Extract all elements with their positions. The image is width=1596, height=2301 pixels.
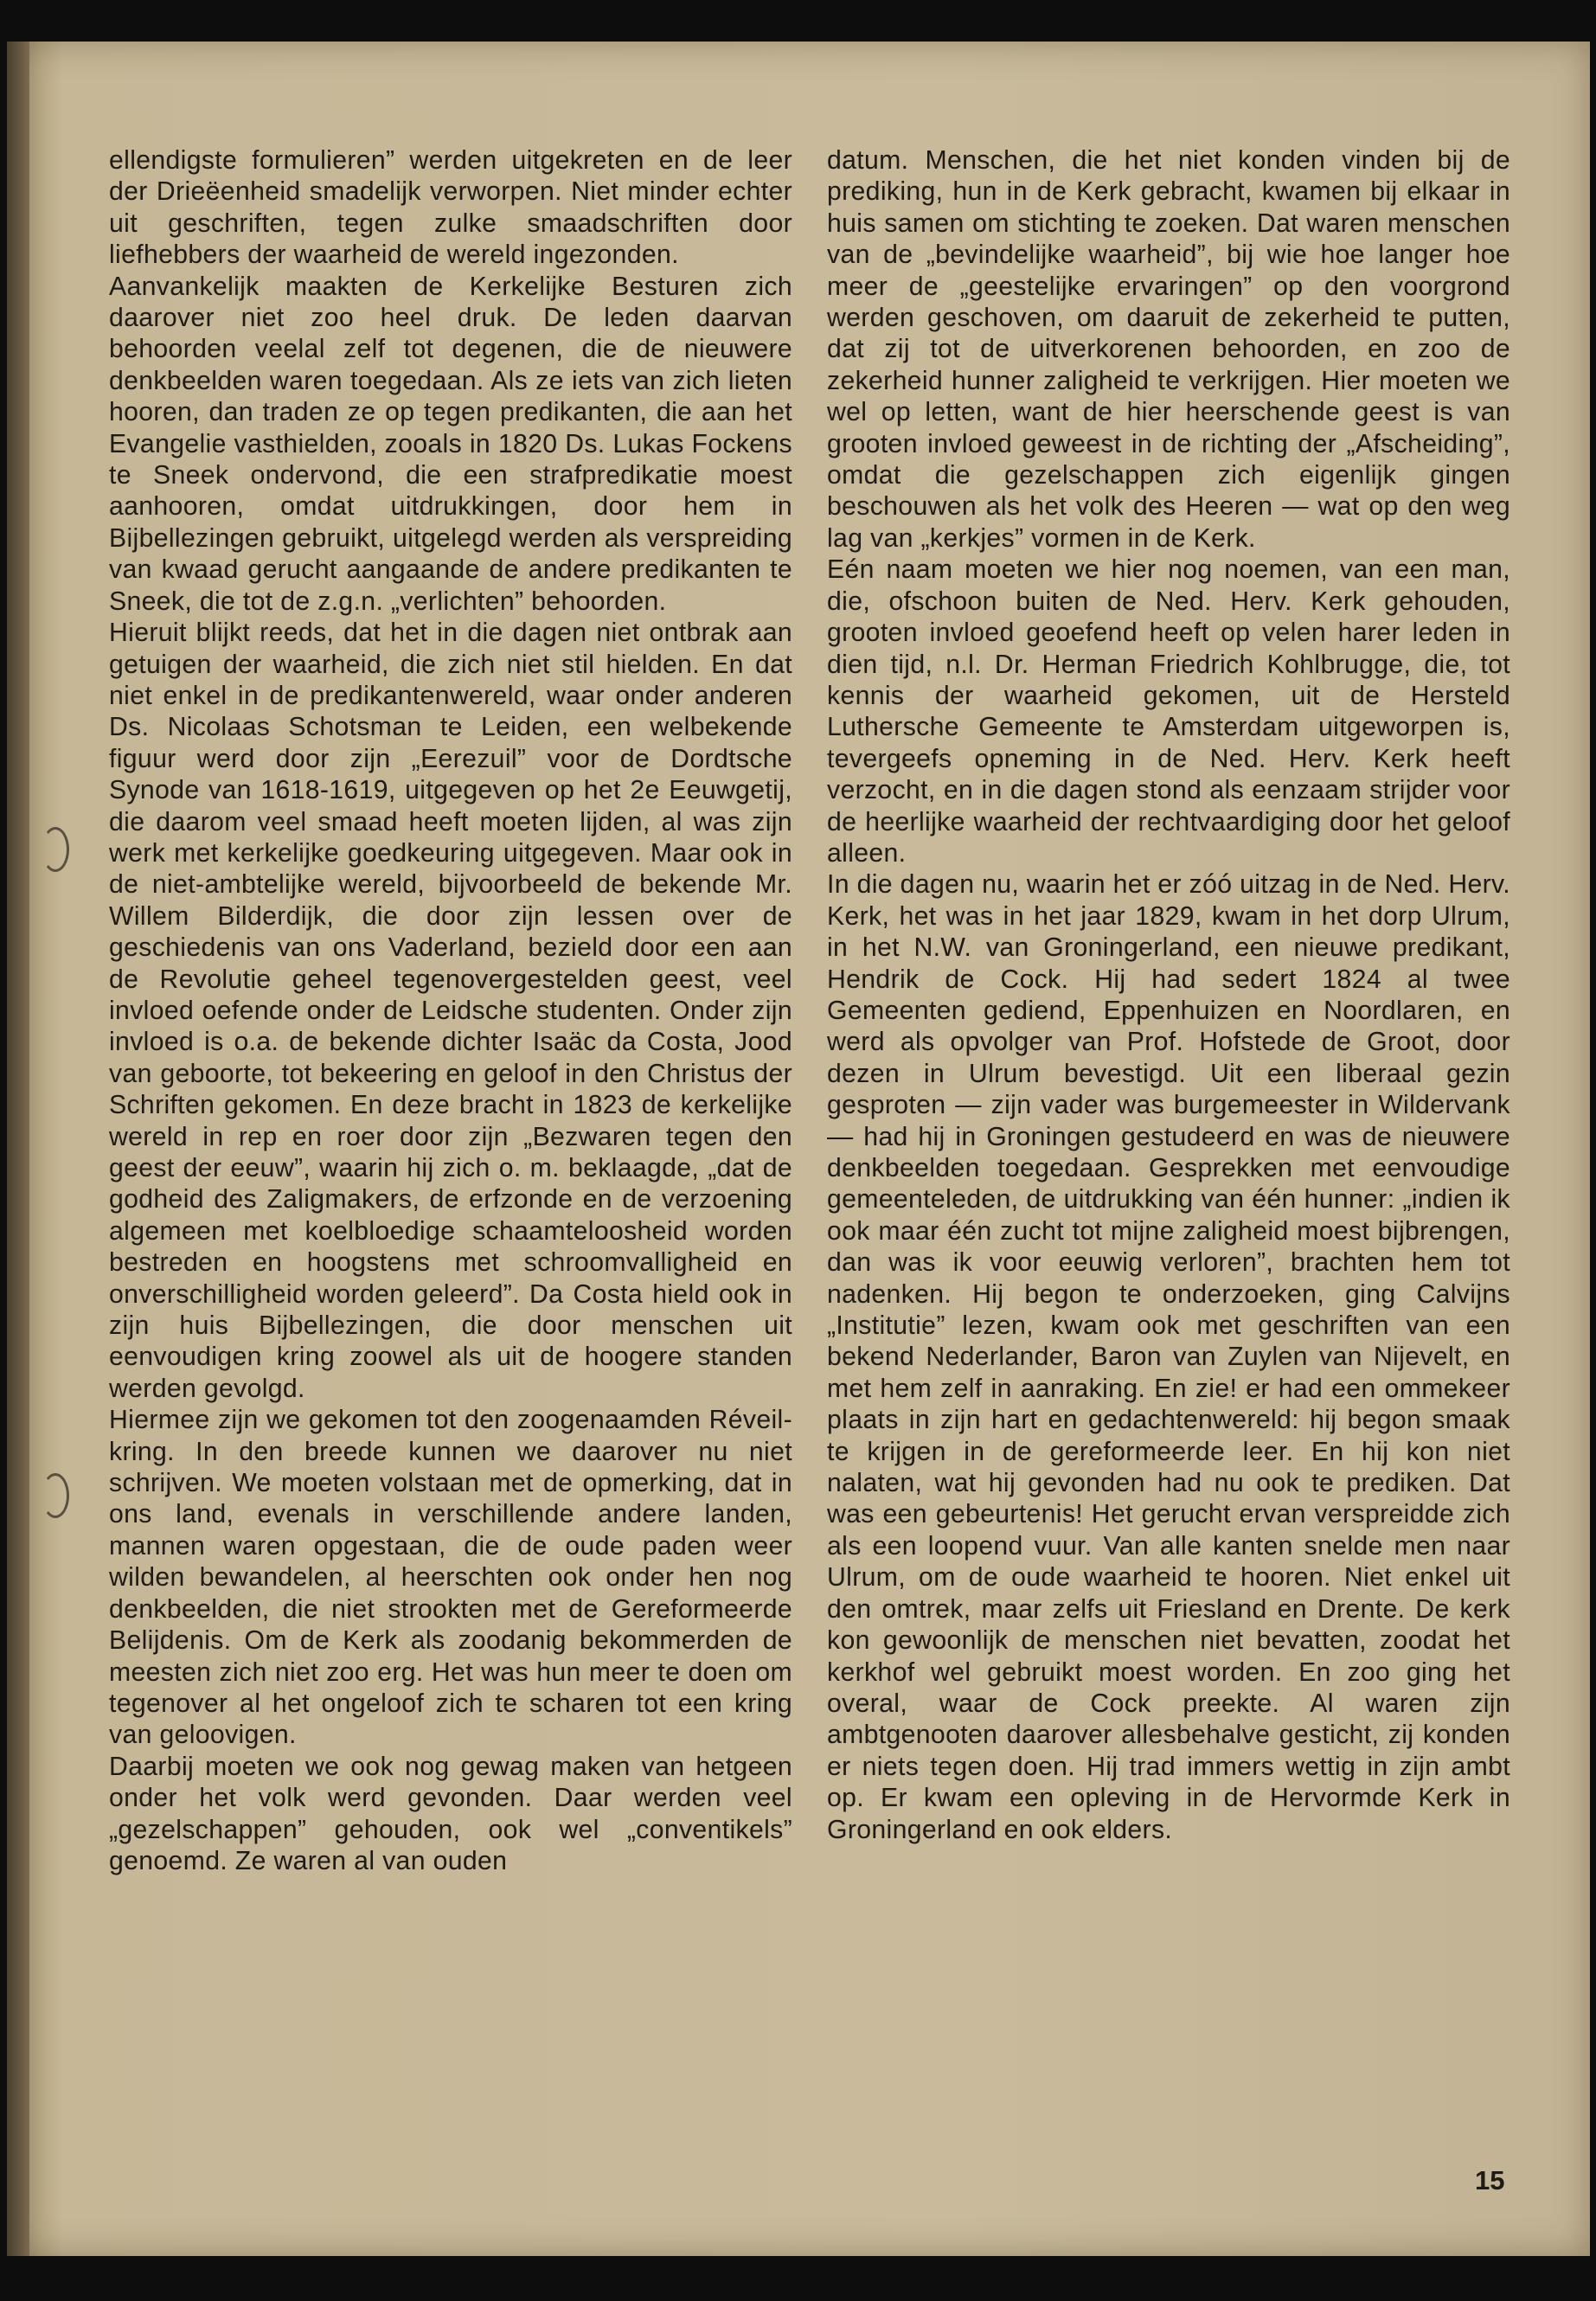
paragraph: Hieruit blijkt reeds, dat het in die dagen niet ontbrak aan getuigen der waarheid, die zich niet stil hielden. En dat niet enkel in de predikantenwereld, waar onder anderen Ds. Nicolaas Schotsman te Leiden, een welbekende figuur werd door zijn „Eerezuil” voor de Dordtsche Synode van 1618-1619, uitgegeven op het 2e Eeuwgetij, die daarom veel smaad heeft moeten lijden, al was zijn werk met kerkelijke goedkeuring uitgegeven. Maar ook in de niet-ambtelijke wereld, bijvoorbeeld de bekende Mr. Willem Bilderdijk, die door zijn lessen over de geschiedenis van ons Vaderland, bezield door een aan de Revolutie geheel tegenovergestelden geest, veel invloed oefende onder de Leidsche studenten. Onder zijn invloed is o.a. de bekende dichter Isaäc da Costa, Jood van geboorte, tot bekeering en geloof in den Christus der Schriften gekomen. En deze bracht in 1823 de kerkelijke wereld in rep en roer door zijn „Bezwaren tegen den geest der eeuw”, waarin hij zich o. m. beklaagde, „dat de godheid des Zaligmakers, de erfzonde en de verzoening algemeen met koelbloedige schaamteloosheid worden bestreden en hoogstens met schroomvalligheid en onverschilligheid worden geleerd”. Da Costa hield ook in zijn huis Bijbellezingen, die door menschen uit eenvoudigen kring zoowel als uit de hoogere standen werden gevolgd. [109, 619, 792, 1403]
paragraph: Daarbij moeten we ook nog gewag maken van hetgeen onder het volk werd gevonden. Daar werden veel „gezelschappen” gehouden, ook wel „conventikels” genoemd. Ze waren al van ouden [109, 1752, 792, 1875]
paragraph: datum. Menschen, die het niet konden vinden bij de prediking, hun in de Kerk gebracht, kwamen bij elkaar in huis samen om stichting te zoeken. Dat waren menschen van de „bevindelijke waarheid”, bij wie hoe langer hoe meer de „geestelijke ervaringen” op den voorgrond werden geschoven, om daaruit de zekerheid te putten, dat zij tot de uitverkorenen behoorden, en zoo de zekerheid hunner zaligheid te verkrijgen. Hier moeten we wel op letten, want de hier heerschende geest is van grooten invloed geweest in de richting der „Afscheiding”, omdat die gezelschappen zich eigenlijk gingen beschouwen als het volk des Heeren — wat op den weg lag van „kerkjes” vormen in de Kerk. [827, 146, 1510, 553]
paragraph: Eén naam moeten we hier nog noemen, van een man, die, ofschoon buiten de Ned. Herv. Kerk gehouden, grooten invloed geoefend heeft op velen harer leden in dien tijd, n.l. Dr. Herman Friedrich Kohlbrugge, die, tot kennis der waarheid gekomen, uit de Hersteld Luthersche Gemeente te Amsterdam uitgeworpen is, tevergeefs opneming in de Ned. Herv. Kerk heeft verzocht, en in die dagen stond als eenzaam strijder voor de heerlijke waarheid der rechtvaardiging door het geloof alleen. [827, 555, 1510, 868]
page-number: 15 [1475, 2165, 1505, 2195]
binding-hole-2 [42, 1473, 69, 1518]
paragraph: Hiermee zijn we gekomen tot den zoogenaamden Réveil-kring. In den breede kunnen we daarover nu niet schrijven. We moeten volstaan met de opmerking, dat in ons land, evenals in verschillende andere landen, mannen waren opgestaan, die de oude paden weer wilden bewandelen, al heerschten ook onder hen nog denkbeelden, die niet strookten met de Gereformeerde Belijdenis. Om de Kerk als zoodanig bekommerden de meesten zich niet zoo erg. Het was hun meer te doen om tegenover al het ongeloof zich te scharen tot een kring van geloovigen. [109, 1406, 792, 1750]
page-binding [7, 42, 29, 2256]
book-page [7, 42, 1590, 2256]
paragraph: In die dagen nu, waarin het er zóó uitzag in de Ned. Herv. Kerk, het was in het jaar 1829, kwam in het dorp Ulrum, in het N.W. van Groningerland, een nieuwe predikant, Hendrik de Cock. Hij had sedert 1824 al twee Gemeenten gediend, Eppenhuizen en Noordlaren, en werd als opvolger van Prof. Hofstede de Groot, door dezen in Ulrum bevestigd. Uit een liberaal gezin gesproten — zijn vader was burgemeester in Wildervank — had hij in Groningen gestudeerd en was de nieuwere denkbeelden toegedaan. Gesprekken met eenvoudige gemeenteleden, de uitdrukking van één hunner: „indien ik ook maar één zucht tot mijne zaligheid moest bijbrengen, dan was ik voor eeuwig verloren”, brachten hem tot nadenken. Hij begon te onderzoeken, ging Calvijns „Institutie” lezen, kwam ook met geschriften van een bekend Nederlander, Baron van Zuylen van Nijevelt, en met hem zelf in aanraking. En zie! er had een ommekeer plaats in zijn hart en gedachtenwereld: hij begon smaak te krijgen in de gereformeerde leer. En hij kon niet nalaten, wat hij gevonden had nu ook te prediken. Dat was een gebeurtenis! Het gerucht ervan verspreidde zich als een loopend vuur. Van alle kanten snelde men naar Ulrum, om de oude waarheid te hooren. Niet enkel uit den omtrek, maar zelfs uit Friesland en Drente. De kerk kon gewoonlijk de menschen niet bevatten, zoodat het kerkhof wel gebruikt moest worden. En zoo ging het overal, waar de Cock preekte. Al waren zijn ambtgenooten daarover allesbehalve gesticht, zij konden er niets tegen doen. Hij trad immers wettig in zijn ambt op. Er kwam een opleving in de Hervormde Kerk in Groningerland en ook elders. [827, 870, 1510, 1844]
left-column [109, 145, 792, 1877]
paragraph: ellendigste formulieren” werden uitgekreten en de leer der Drieëenheid smadelijk verworpen. Niet minder echter uit geschriften, tegen zulke smaadschriften door liefhebbers der waarheid de wereld ingezonden. [109, 146, 792, 270]
paragraph: Aanvankelijk maakten de Kerkelijke Besturen zich daarover niet zoo heel druk. De leden daarvan behoorden veelal zelf tot degenen, die de nieuwere denkbeelden waren toegedaan. Als ze iets van zich lieten hooren, dan traden ze op tegen predikanten, die aan het Evangelie vasthielden, zooals in 1820 Ds. Lukas Fockens te Sneek ondervond, die een strafpredikatie moest aanhooren, omdat uitdrukkingen, door hem in Bijbellezingen gebruikt, uitgelegd werden als verspreiding van kwaad gerucht aangaande de andere predikanten te Sneek, die tot de z.g.n. „verlichten” behoorden. [109, 272, 792, 616]
binding-hole-1 [42, 827, 69, 872]
right-column [827, 145, 1510, 1846]
